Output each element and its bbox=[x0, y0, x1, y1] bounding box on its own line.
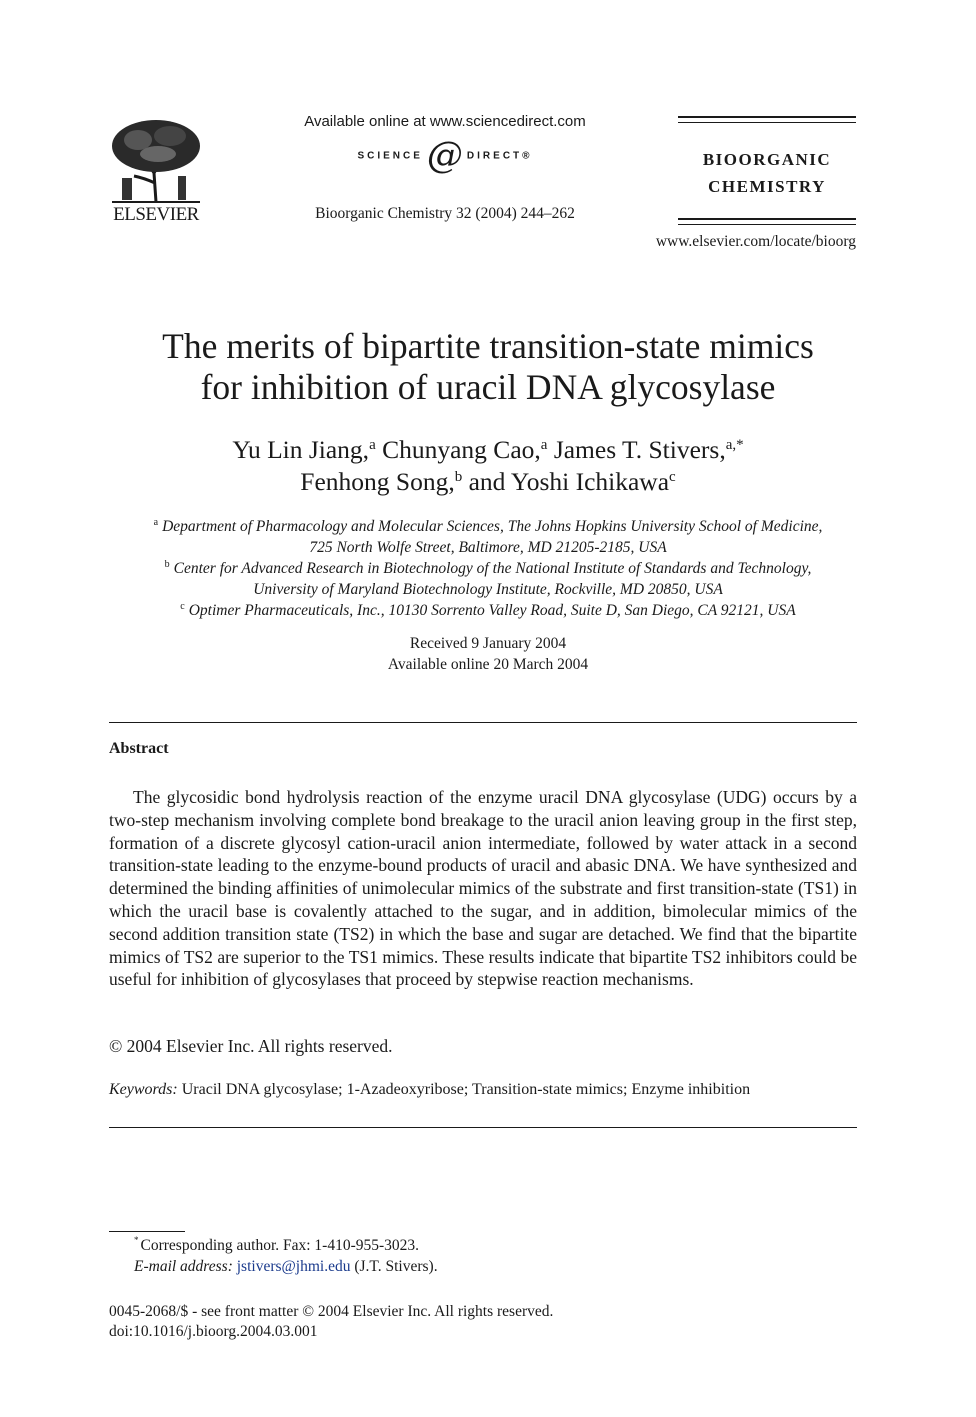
journal-box bbox=[678, 116, 856, 224]
affiliation-mark: b bbox=[164, 559, 170, 570]
affiliation-b bbox=[100, 558, 876, 579]
author-name: Yu Lin Jiang, bbox=[232, 435, 370, 464]
author-name: James T. Stivers, bbox=[553, 435, 726, 464]
journal-url[interactable]: www.elsevier.com/locate/bioorg bbox=[655, 233, 856, 250]
elsevier-tree-icon bbox=[108, 118, 204, 204]
author-affil-mark: b bbox=[454, 469, 463, 485]
title-line-1: The merits of bipartite transition-state mimics bbox=[162, 326, 814, 366]
divider-top bbox=[109, 722, 857, 723]
author-name: Chunyang Cao, bbox=[382, 435, 541, 464]
sd-at-icon: @ bbox=[426, 135, 463, 176]
journal-rule-top bbox=[678, 116, 856, 123]
keywords-label: Keywords: bbox=[109, 1081, 178, 1098]
title-line-2: for inhibition of uracil DNA glycosylase bbox=[200, 367, 776, 407]
author-affil-mark: a,* bbox=[725, 437, 744, 453]
affiliation-a bbox=[100, 516, 876, 537]
email-link[interactable]: jstivers@jhmi.edu bbox=[236, 1258, 351, 1275]
footnote-corresponding bbox=[134, 1237, 419, 1255]
front-matter: 0045-2068/$ - see front matter © 2004 Elsevier Inc. All rights reserved. bbox=[109, 1303, 554, 1320]
journal-rule-bottom bbox=[678, 218, 856, 225]
received-date: Received 9 January 2004 bbox=[409, 635, 567, 652]
affiliation-mark: c bbox=[180, 601, 185, 612]
abstract-copyright: © 2004 Elsevier Inc. All rights reserved. bbox=[109, 1036, 393, 1056]
footnote-mark: * bbox=[134, 1235, 139, 1245]
corresponding-text: Corresponding author. Fax: 1-410-955-3023. bbox=[140, 1237, 420, 1254]
footnote-rule bbox=[109, 1231, 185, 1232]
available-date: Available online 20 March 2004 bbox=[387, 656, 589, 673]
keywords-text: Uracil DNA glycosylase; 1-Azadeoxyribose; Transition-state mimics; Enzyme inhibition bbox=[181, 1081, 751, 1098]
author-affil-mark: a bbox=[540, 437, 548, 453]
authors-line-1 bbox=[90, 434, 886, 466]
affiliation-line: 725 North Wolfe Street, Baltimore, MD 21205-2185, USA bbox=[309, 539, 667, 556]
doi[interactable]: doi:10.1016/j.bioorg.2004.03.001 bbox=[109, 1323, 318, 1340]
journal-citation: Bioorganic Chemistry 32 (2004) 244–262 bbox=[315, 205, 575, 222]
email-suffix: (J.T. Stivers). bbox=[354, 1258, 438, 1275]
affiliation-line: Center for Advanced Research in Biotechnology of the National Institute of Standards and Technology, bbox=[173, 560, 812, 577]
affiliation-line: Department of Pharmacology and Molecular Sciences, The Johns Hopkins University School of Medicine, bbox=[162, 518, 823, 535]
affiliation-line: Optimer Pharmaceuticals, Inc., 10130 Sorrento Valley Road, Suite D, San Diego, CA 92121, USA bbox=[188, 602, 796, 619]
journal-name-line1: BIOORGANIC bbox=[702, 150, 832, 169]
article-dates bbox=[90, 633, 886, 675]
affiliation-mark: a bbox=[153, 517, 159, 528]
divider-bottom bbox=[109, 1127, 857, 1128]
available-online[interactable]: Available online at www.sciencedirect.com bbox=[304, 113, 586, 130]
elsevier-wordmark: ELSEVIER bbox=[113, 204, 199, 225]
author-name: and Yoshi Ichikawa bbox=[468, 467, 670, 496]
authors-line-2 bbox=[90, 466, 886, 498]
elsevier-logo bbox=[108, 118, 204, 228]
author-list bbox=[90, 434, 886, 498]
sd-left: SCIENCE bbox=[357, 150, 423, 162]
abstract-heading: Abstract bbox=[109, 740, 169, 757]
journal-name bbox=[678, 146, 856, 200]
journal-name-line2: CHEMISTRY bbox=[708, 177, 826, 196]
affiliations bbox=[100, 516, 876, 621]
affiliation-line: University of Maryland Biotechnology Institute, Rockville, MD 20850, USA bbox=[253, 581, 723, 598]
author-affil-mark: c bbox=[669, 469, 676, 485]
author-name: Fenhong Song, bbox=[300, 467, 455, 496]
sd-right: DIRECT® bbox=[466, 150, 533, 162]
sciencedirect-logo bbox=[300, 135, 590, 178]
footnote-email bbox=[134, 1258, 438, 1276]
abstract-body bbox=[109, 786, 857, 991]
keywords bbox=[109, 1081, 750, 1099]
abstract-text: The glycosidic bond hydrolysis reaction of the enzyme uracil DNA glycosylase (UDG) occurs by a two-step mechanism involving complete bond breakage to the uracil anion leaving group in the first step, formation of a discrete glycosyl cation-uracil anion intermediate, followed by water attack in a second transition-state leading to the enzyme-bound products of uracil and abasic DNA. We have synthesized and determined the binding affinities of unimolecular mimics of the substrate and first transition-state (TS1) in which the uracil base is covalently attached to the sugar, and in addition, bimolecular mimics of the second addition transition state (TS2) in which the base and sugar are detached. We find that the bipartite mimics of TS2 are superior to the TS1 mimics. These results indicate that bipartite TS2 inhibitors could be useful for inhibition of glycosylases that proceed by stepwise reaction mechanisms. bbox=[109, 787, 857, 990]
email-label: E-mail address: bbox=[134, 1258, 233, 1275]
affiliation-c bbox=[100, 600, 876, 621]
article-title bbox=[90, 326, 886, 408]
author-affil-mark: a bbox=[369, 437, 376, 453]
